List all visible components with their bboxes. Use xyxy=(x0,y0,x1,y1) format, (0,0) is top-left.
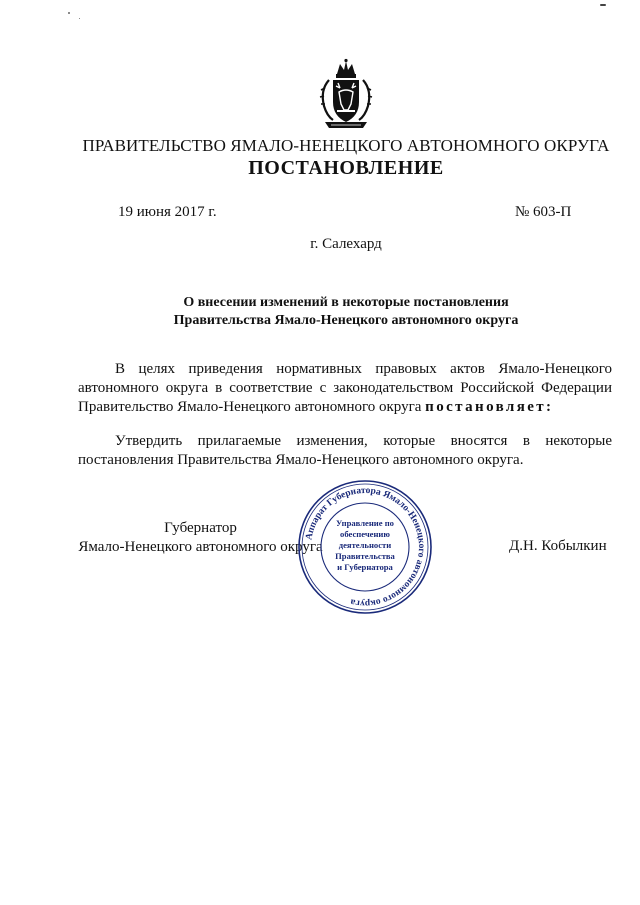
resolves-keyword: постановляет: xyxy=(425,399,554,415)
document-number: № 603-П xyxy=(515,204,572,220)
official-stamp-seal xyxy=(296,478,434,616)
signatory-title-line: Губернатор xyxy=(164,520,237,536)
body-paragraph-preamble xyxy=(78,360,612,417)
seal-center-line: Управление по xyxy=(336,518,394,528)
body-paragraph-resolution xyxy=(78,432,612,470)
scan-speck xyxy=(79,18,80,19)
scan-speck xyxy=(600,4,606,6)
document-city: г. Салехард xyxy=(310,236,382,252)
seal-center-line: обеспечению xyxy=(340,529,390,539)
seal-center-line: Правительства xyxy=(335,551,395,561)
scan-speck xyxy=(68,12,70,14)
subject-line: Правительства Ямало-Ненецкого автономного округа xyxy=(173,313,519,328)
seal-ring-text: Аппарат Губернатора Ямало-Ненецкого автономного округа xyxy=(304,485,427,609)
coat-of-arms-emblem-icon xyxy=(315,58,377,136)
government-title: ПРАВИТЕЛЬСТВО ЯМАЛО-НЕНЕЦКОГО АВТОНОМНОГО ОКРУГА xyxy=(82,136,610,155)
resolution-text: Утвердить прилагаемые изменения, которые вносятся в некоторые постановления Правительства Ямало-Ненецкого автономного округа. xyxy=(78,433,612,468)
document-subject xyxy=(0,294,640,330)
seal-center-line: и Губернатора xyxy=(337,562,393,572)
signatory-title xyxy=(78,519,323,557)
document-date: 19 июня 2017 г. xyxy=(118,204,217,220)
preamble-text: В целях приведения нормативных правовых актов Ямало-Ненецкого автономного округа в соответствие с законодательством Российской Федерации Правительство Ямало-Ненецкого автономного округа xyxy=(78,361,612,415)
document-type-title: ПОСТАНОВЛЕНИЕ xyxy=(248,157,444,179)
signatory-title-line: Ямало-Ненецкого автономного округа xyxy=(78,539,323,555)
seal-center-line: деятельности xyxy=(338,540,392,550)
subject-line: О внесении изменений в некоторые постановления xyxy=(183,295,509,310)
signatory-name: Д.Н. Кобылкин xyxy=(509,538,607,554)
